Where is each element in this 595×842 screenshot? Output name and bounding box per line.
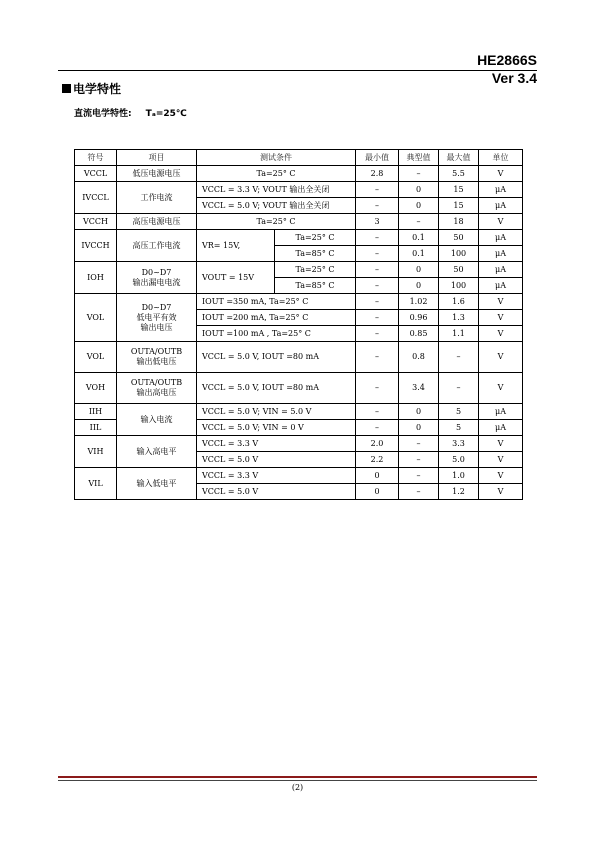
- max-cell: 100: [439, 278, 479, 294]
- table-row: [75, 342, 523, 373]
- table-row: [75, 262, 523, 278]
- condition-cell: VCCL = 5.0 V; VIN = 5.0 V: [197, 404, 356, 420]
- table-row: [75, 373, 523, 404]
- item-line: 输出高电压: [136, 388, 177, 397]
- max-cell: 1.0: [439, 468, 479, 484]
- symbol-cell: VCCL: [75, 166, 117, 182]
- symbol-cell: VOL: [75, 342, 117, 373]
- condition-cell: VCCL = 5.0 V, IOUT =80 mA: [197, 373, 356, 404]
- condition-cell: IOUT =100 mA , Ta=25° C: [197, 326, 356, 342]
- condition-cell: VCCL = 5.0 V: [197, 484, 356, 500]
- symbol-cell: VCCH: [75, 214, 117, 230]
- table-row: [75, 436, 523, 452]
- min-cell: 0: [356, 468, 399, 484]
- item-line: 输出电压: [140, 322, 173, 332]
- item-cell: 高压电源电压: [117, 214, 197, 230]
- max-cell: 100: [439, 246, 479, 262]
- unit-cell: V: [479, 468, 523, 484]
- min-cell: –: [356, 198, 399, 214]
- item-cell: [117, 262, 197, 294]
- symbol-cell: VIH: [75, 436, 117, 468]
- footer-divider: [58, 776, 537, 778]
- unit-cell: V: [479, 310, 523, 326]
- typ-cell: –: [399, 214, 439, 230]
- condition-cell: VCCL = 3.3 V; VOUT 输出全关闭: [197, 182, 356, 198]
- unit-cell: μA: [479, 404, 523, 420]
- condition-cell: VCCL = 5.0 V; VIN = 0 V: [197, 420, 356, 436]
- min-cell: 3: [356, 214, 399, 230]
- symbol-cell: IVCCH: [75, 230, 117, 262]
- unit-cell: V: [479, 166, 523, 182]
- item-line: OUTA/OUTB: [130, 347, 183, 356]
- condition-cell: VR= 15V,: [197, 230, 275, 262]
- condition-cell: VCCL = 5.0 V: [197, 452, 356, 468]
- typ-cell: 0: [399, 262, 439, 278]
- condition-cell: VCCL = 5.0 V, IOUT =80 mA: [197, 342, 356, 373]
- header-cell: 最大值: [439, 150, 479, 166]
- typ-cell: 0: [399, 420, 439, 436]
- unit-cell: μA: [479, 420, 523, 436]
- condition-cell: Ta=85° C: [275, 278, 356, 294]
- header-cell: 符号: [75, 150, 117, 166]
- table-header-row: [75, 150, 523, 166]
- unit-cell: μA: [479, 278, 523, 294]
- min-cell: –: [356, 182, 399, 198]
- typ-cell: 0.1: [399, 246, 439, 262]
- section-subtitle: [74, 106, 187, 119]
- table-row: [75, 182, 523, 198]
- max-cell: 5.0: [439, 452, 479, 468]
- typ-cell: –: [399, 452, 439, 468]
- item-line: 低电平有效: [136, 312, 177, 322]
- model-number: HE2866S: [477, 52, 537, 68]
- table-row: [75, 230, 523, 246]
- max-cell: 1.3: [439, 310, 479, 326]
- min-cell: –: [356, 278, 399, 294]
- table-row: [75, 166, 523, 182]
- max-cell: –: [439, 342, 479, 373]
- unit-cell: V: [479, 326, 523, 342]
- min-cell: 2.2: [356, 452, 399, 468]
- min-cell: –: [356, 246, 399, 262]
- max-cell: 18: [439, 214, 479, 230]
- unit-cell: V: [479, 484, 523, 500]
- item-line: OUTA/OUTB: [130, 378, 183, 387]
- typ-cell: –: [399, 484, 439, 500]
- max-cell: 3.3: [439, 436, 479, 452]
- typ-cell: 0: [399, 278, 439, 294]
- condition-cell: Ta=85° C: [275, 246, 356, 262]
- min-cell: –: [356, 420, 399, 436]
- symbol-cell: IVCCL: [75, 182, 117, 214]
- page-number: (2): [291, 783, 304, 792]
- table-row: [75, 468, 523, 484]
- condition-cell: VCCL = 3.3 V: [197, 468, 356, 484]
- item-line: 输出漏电电流: [132, 277, 181, 287]
- unit-cell: μA: [479, 262, 523, 278]
- max-cell: 15: [439, 182, 479, 198]
- condition-cell: VCCL = 5.0 V; VOUT 输出全关闭: [197, 198, 356, 214]
- max-cell: 5: [439, 420, 479, 436]
- item-cell: 输入高电平: [117, 436, 197, 468]
- item-cell: [117, 373, 197, 404]
- condition-cell: IOUT =350 mA, Ta=25° C: [197, 294, 356, 310]
- unit-cell: V: [479, 436, 523, 452]
- max-cell: 5: [439, 404, 479, 420]
- min-cell: –: [356, 294, 399, 310]
- max-cell: 50: [439, 262, 479, 278]
- typ-cell: 3.4: [399, 373, 439, 404]
- condition-cell: Ta=25° C: [275, 262, 356, 278]
- max-cell: 15: [439, 198, 479, 214]
- table-row: [75, 294, 523, 310]
- typ-cell: 0.1: [399, 230, 439, 246]
- max-cell: 1.6: [439, 294, 479, 310]
- min-cell: –: [356, 262, 399, 278]
- min-cell: –: [356, 326, 399, 342]
- section-title: [62, 80, 121, 97]
- max-cell: 1.2: [439, 484, 479, 500]
- header-cell: 项目: [117, 150, 197, 166]
- item-cell: 输入电流: [117, 404, 197, 436]
- max-cell: 5.5: [439, 166, 479, 182]
- unit-cell: μA: [479, 198, 523, 214]
- symbol-cell: VIL: [75, 468, 117, 500]
- version-label: Ver 3.4: [491, 70, 537, 86]
- typ-cell: 0: [399, 182, 439, 198]
- min-cell: 2.0: [356, 436, 399, 452]
- unit-cell: V: [479, 294, 523, 310]
- item-line: D0~D7: [141, 302, 172, 312]
- condition-cell: Ta=25° C: [275, 230, 356, 246]
- dc-characteristics-table: [74, 149, 523, 500]
- min-cell: 2.8: [356, 166, 399, 182]
- symbol-cell: IIH: [75, 404, 117, 420]
- typ-cell: 1.02: [399, 294, 439, 310]
- condition-cell: VOUT = 15V: [197, 262, 275, 294]
- condition-cell: IOUT =200 mA, Ta=25° C: [197, 310, 356, 326]
- unit-cell: V: [479, 214, 523, 230]
- symbol-cell: VOL: [75, 294, 117, 342]
- unit-cell: V: [479, 373, 523, 404]
- section-title-text: 电学特性: [73, 82, 122, 96]
- typ-cell: 0.96: [399, 310, 439, 326]
- footer-divider-thin: [58, 780, 537, 781]
- item-cell: [117, 342, 197, 373]
- unit-cell: V: [479, 452, 523, 468]
- table-row: [75, 214, 523, 230]
- symbol-cell: IOH: [75, 262, 117, 294]
- square-bullet-icon: [62, 84, 71, 93]
- condition-cell: Ta=25° C: [197, 214, 356, 230]
- unit-cell: V: [479, 342, 523, 373]
- min-cell: –: [356, 342, 399, 373]
- min-cell: –: [356, 404, 399, 420]
- typ-cell: –: [399, 436, 439, 452]
- typ-cell: –: [399, 166, 439, 182]
- typ-cell: 0.8: [399, 342, 439, 373]
- table-row: [75, 404, 523, 420]
- min-cell: 0: [356, 484, 399, 500]
- subtitle-text: 直流电学特性:: [74, 109, 132, 119]
- unit-cell: μA: [479, 230, 523, 246]
- condition-cell: VCCL = 3.3 V: [197, 436, 356, 452]
- item-line: D0~D7: [141, 267, 172, 277]
- unit-cell: μA: [479, 182, 523, 198]
- item-line: 输出低电压: [136, 357, 177, 366]
- item-cell: [117, 294, 197, 342]
- typ-cell: –: [399, 468, 439, 484]
- header-divider: [58, 70, 537, 71]
- typ-cell: 0: [399, 198, 439, 214]
- header-cell: 单位: [479, 150, 523, 166]
- min-cell: –: [356, 230, 399, 246]
- symbol-cell: IIL: [75, 420, 117, 436]
- typ-cell: 0: [399, 404, 439, 420]
- symbol-cell: VOH: [75, 373, 117, 404]
- header-cell: 最小值: [356, 150, 399, 166]
- header-cell: 测试条件: [197, 150, 356, 166]
- unit-cell: μA: [479, 246, 523, 262]
- item-cell: 低压电源电压: [117, 166, 197, 182]
- max-cell: 1.1: [439, 326, 479, 342]
- item-cell: 高压工作电流: [117, 230, 197, 262]
- max-cell: 50: [439, 230, 479, 246]
- item-cell: 输入低电平: [117, 468, 197, 500]
- header-cell: 典型值: [399, 150, 439, 166]
- min-cell: –: [356, 373, 399, 404]
- max-cell: –: [439, 373, 479, 404]
- condition-cell: Ta=25° C: [197, 166, 356, 182]
- typ-cell: 0.85: [399, 326, 439, 342]
- min-cell: –: [356, 310, 399, 326]
- item-cell: 工作电流: [117, 182, 197, 214]
- subtitle-condition: Tₐ=25℃: [145, 109, 187, 119]
